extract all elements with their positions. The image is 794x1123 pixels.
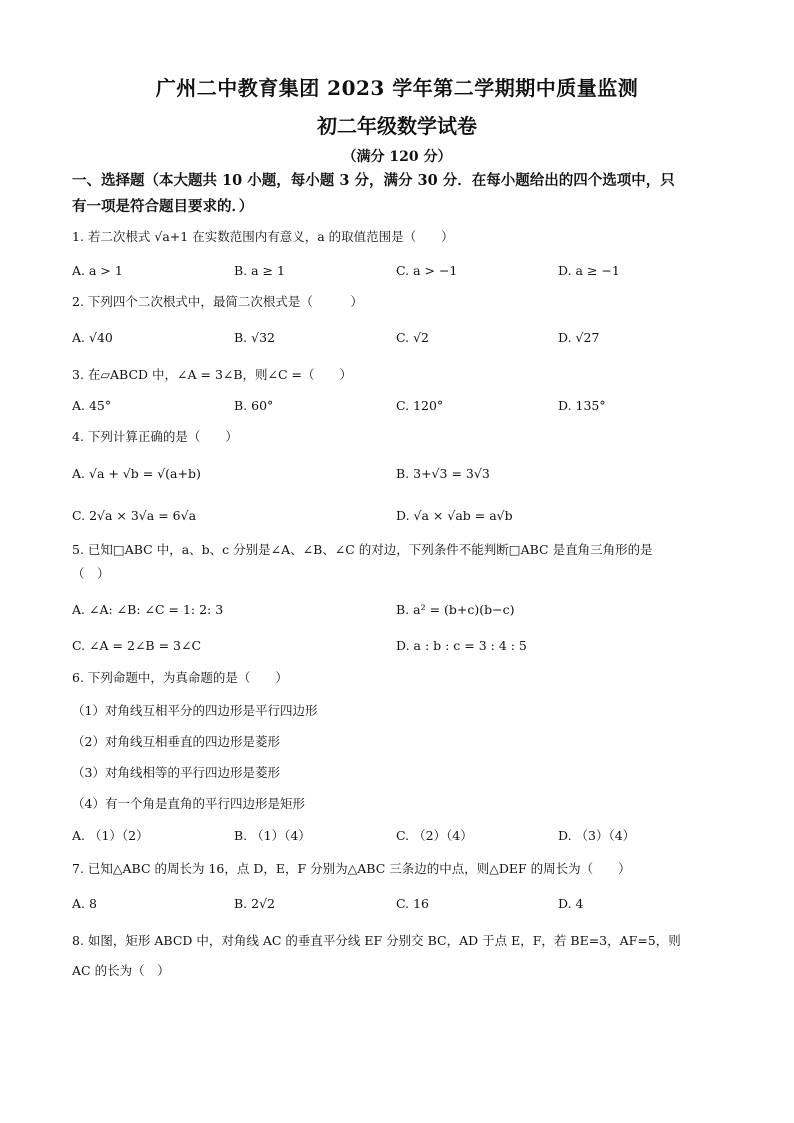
question-6-option-a: A. （1）（2） [72, 828, 149, 843]
question-6-statement-1: （1）对角线互相平分的四边形是平行四边形 [72, 703, 318, 718]
question-3-option-a: A. 45° [72, 398, 112, 413]
question-3-option-d: D. 135° [558, 398, 606, 413]
question-6-stem: 6. 下列命题中，为真命题的是（ ） [72, 670, 288, 685]
question-1-option-d: D. a ≥ −1 [558, 263, 620, 278]
question-5-option-a: A. ∠A: ∠B: ∠C = 1: 2: 3 [72, 602, 224, 617]
question-2-option-c: C. √2 [396, 330, 429, 345]
question-2-stem: 2. 下列四个二次根式中，最简二次根式是（ ） [72, 294, 363, 309]
question-5-stem: 5. 已知□ABC 中，a、b、c 分别是∠A、∠B、∠C 的对边，下列条件不能判断□ABC 是直角三角形的是 [72, 542, 653, 557]
question-2-option-b: B. √32 [234, 330, 276, 345]
question-6-statement-4: （4）有一个角是直角的平行四边形是矩形 [72, 796, 305, 811]
question-8-stem-cont: AC 的长为（ ） [72, 963, 170, 978]
question-6-option-d: D. （3）（4） [558, 828, 636, 843]
question-6-option-c: C. （2）（4） [396, 828, 473, 843]
question-2-option-d: D. √27 [558, 330, 600, 345]
question-7-option-a: A. 8 [72, 896, 97, 911]
question-4-option-d: D. √a × √ab = a√b [396, 508, 513, 523]
question-6-option-b: B. （1）（4） [234, 828, 311, 843]
question-8-stem: 8. 如图，矩形 ABCD 中，对角线 AC 的垂直平分线 EF 分别交 BC，AD 于点 E，F，若 BE=3，AF=5，则 [72, 933, 681, 948]
question-7-option-b: B. 2√2 [234, 896, 276, 911]
question-4-option-b: B. 3+√3 = 3√3 [396, 466, 490, 481]
question-4-option-a: A. √a + √b = √(a+b) [72, 466, 201, 481]
exam-subtitle: 初二年级数学试卷 [317, 114, 477, 138]
question-4-option-c: C. 2√a × 3√a = 6√a [72, 508, 197, 523]
question-1-option-c: C. a > −1 [396, 263, 458, 278]
question-5-stem-cont: （ ） [72, 566, 110, 581]
question-1-option-b: B. a ≥ 1 [234, 263, 285, 278]
exam-score: （满分 120 分） [342, 149, 452, 165]
question-4-stem: 4. 下列计算正确的是（ ） [72, 429, 238, 444]
question-5-option-b: B. a² = (b+c)(b−c) [396, 602, 515, 617]
question-7-option-d: D. 4 [558, 896, 584, 911]
question-5-option-d: D. a : b : c = 3 : 4 : 5 [396, 638, 527, 653]
question-3-option-c: C. 120° [396, 398, 444, 413]
question-7-stem: 7. 已知△ABC 的周长为 16，点 D，E，F 分别为△ABC 三条边的中点，则△DEF 的周长为（ ） [72, 861, 631, 876]
question-3-stem: 3. 在▱ABCD 中，∠A = 3∠B，则∠C =（ ） [72, 367, 353, 382]
question-1-stem: 1. 若二次根式 √a+1 在实数范围内有意义，a 的取值范围是（ ） [72, 229, 454, 244]
question-6-statement-2: （2）对角线互相垂直的四边形是菱形 [72, 734, 280, 749]
question-1-option-a: A. a > 1 [72, 263, 123, 278]
question-3-option-b: B. 60° [234, 398, 274, 413]
section-heading-cont: 有一项是符合题目要求的．） [72, 198, 254, 215]
question-6-statement-3: （3）对角线相等的平行四边形是菱形 [72, 765, 280, 780]
question-7-option-c: C. 16 [396, 896, 429, 911]
exam-title: 广州二中教育集团 2023 学年第二学期期中质量监测 [155, 76, 639, 100]
section-heading: 一、选择题（本大题共 10 小题，每小题 3 分，满分 30 分．在每小题给出的四个选项中，只 [72, 172, 675, 189]
question-5-option-c: C. ∠A = 2∠B = 3∠C [72, 638, 202, 653]
question-2-option-a: A. √40 [72, 330, 113, 345]
